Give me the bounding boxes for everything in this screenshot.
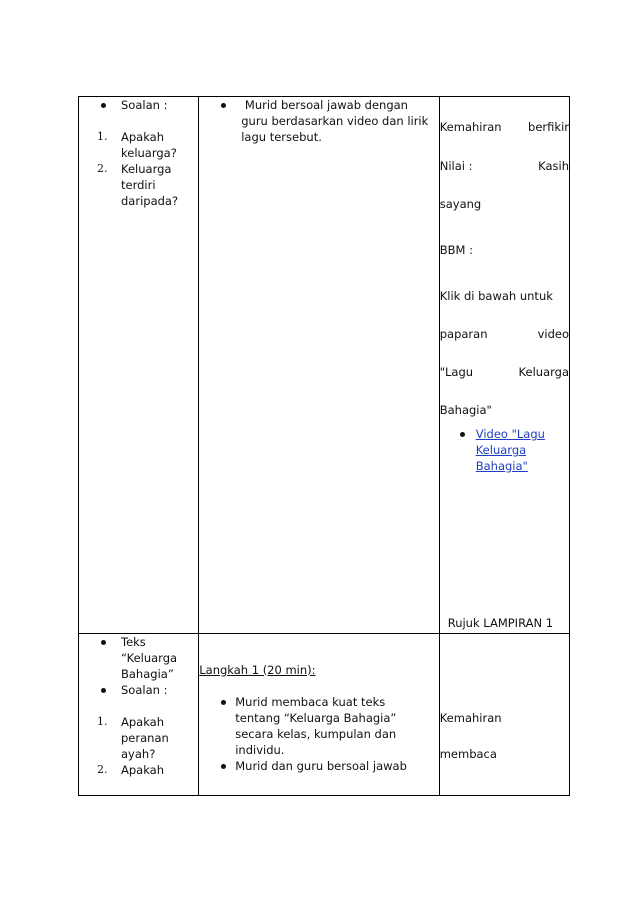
table-row bbox=[79, 97, 570, 634]
list-item: 2. Keluarga terdiri daripada? bbox=[97, 162, 179, 208]
list-item: Murid bersoal jawab dengan guru berdasarkan video dan lirik lagu tersebut. bbox=[199, 97, 438, 145]
list-item: 2. Apakah bbox=[97, 763, 165, 777]
list-item: Murid membaca kuat teks tentang “Keluarga Bahagia” secara kelas, kumpulan dan individu. bbox=[199, 694, 438, 758]
bahagia-text: Bahagia" bbox=[439, 403, 492, 417]
bullet-list bbox=[199, 97, 438, 145]
procedure-cell bbox=[199, 634, 439, 796]
question-list bbox=[79, 129, 198, 209]
nilai-text: Nilai : Kasih bbox=[439, 159, 569, 173]
kemahiran-text: Kemahiran berfikir bbox=[439, 120, 569, 134]
list-item: 1. Apakah peranan ayah? bbox=[97, 715, 169, 761]
list-item bbox=[440, 426, 569, 474]
lesson-plan-table bbox=[78, 96, 570, 796]
activity-cell bbox=[79, 97, 199, 634]
procedure-cell bbox=[199, 97, 439, 634]
activity-cell bbox=[79, 634, 199, 796]
paparan-text: paparan video bbox=[439, 327, 569, 341]
bullet-list bbox=[79, 97, 198, 113]
link-list bbox=[440, 426, 569, 474]
notes-cell bbox=[439, 634, 569, 796]
klik-text: Klik di bawah untuk bbox=[439, 289, 553, 303]
bullet-list bbox=[79, 634, 198, 698]
sayang-text: sayang bbox=[439, 197, 482, 211]
question-list bbox=[79, 714, 198, 778]
bullet-list bbox=[199, 694, 438, 774]
membaca-text: membaca bbox=[439, 747, 497, 761]
rujuk-text: Rujuk LAMPIRAN 1 bbox=[447, 616, 554, 630]
video-link[interactable]: Video "Lagu Keluarga Bahagia" bbox=[475, 427, 545, 473]
list-item: Murid dan guru bersoal jawab bbox=[199, 758, 438, 774]
list-item: Soalan : bbox=[79, 682, 181, 698]
kemahiran-text: Kemahiran bbox=[439, 711, 502, 725]
bbm-text: BBM : bbox=[439, 243, 473, 257]
list-item: Teks “Keluarga Bahagia” bbox=[79, 634, 181, 682]
table-row bbox=[79, 634, 570, 796]
list-item: 1. Apakah keluarga? bbox=[97, 130, 177, 160]
lagu-text: "Lagu Keluarga bbox=[439, 365, 569, 379]
list-item: Soalan : bbox=[79, 97, 198, 113]
notes-cell bbox=[439, 97, 569, 634]
step-title: Langkah 1 (20 min): bbox=[199, 663, 316, 677]
